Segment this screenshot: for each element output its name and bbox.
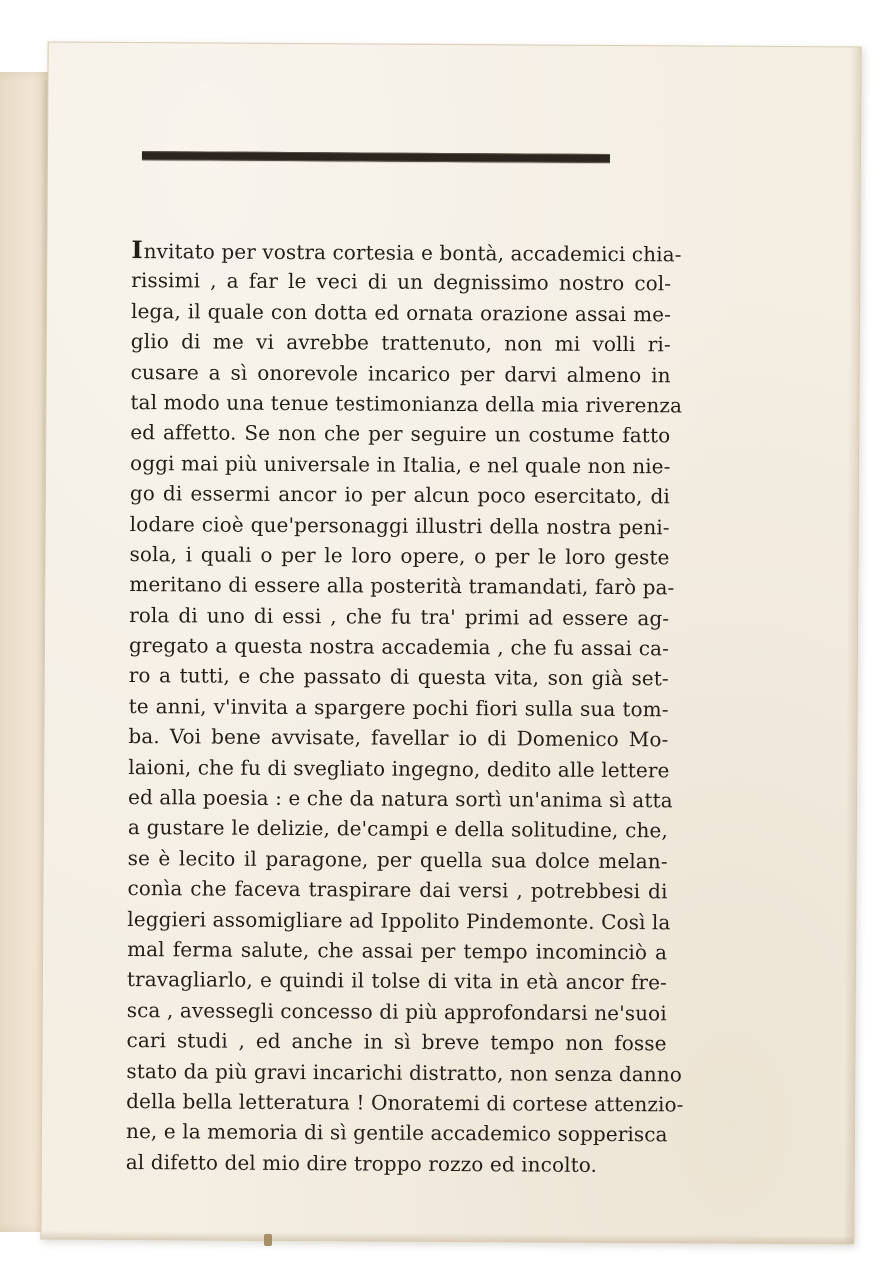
text-line-4: glio di me vi avrebbe trattenuto, non mi volli ri- [130,329,671,357]
text-line-28: stato da più gravi incarichi distratto, non senza danno [126,1058,682,1086]
text-line-10: lodare cioè que'personaggi illustri della nostra peni- [129,511,670,539]
text-line-20: a gustare le delizie, de'campi e della solitudine, che, [127,815,668,843]
text-line-12: meritano di essere alla posterità tramandati, farò pa- [129,572,675,600]
text-line-16: te anni, v'invita a spargere pochi fiori sulla sua tom- [128,693,669,722]
text-line-6: tal modo una tenue testimonianza della mia riverenza [130,389,683,418]
text-line-29: della bella letteratura ! Onoratemi di cortese attenzio- [126,1088,684,1117]
text-line-18: laioni, che fu di svegliato ingegno, dedito alle lettere [128,754,670,782]
book-page [40,42,861,1245]
text-line-1 [131,235,682,269]
text-line-22: conìa che faceva traspirare dai versi , potrebbesi di [127,876,668,904]
text-line-23: leggieri assomigliare ad Ippolito Pindemonte. Così la [127,906,671,934]
text-line-7: ed affetto. Se non che per seguire un costume fatto [130,420,671,448]
text-line-15: ro a tutti, e che passato di questa vita, son già set- [128,663,669,691]
text-line-27: cari studi , ed anche in sì breve tempo non fosse [126,1028,667,1056]
text-line-8: oggi mai più universale in Italia, e nel quale non nie- [130,450,671,479]
text-line-2: rissimi , a far le veci di un degnissimo nostro col- [131,268,672,296]
text-line-1-rest: nvitato per vostra cortesia e bontà, accademici chia- [143,239,682,267]
text-line-30: ne, e la memoria di sì gentile accademico sopperisca [125,1119,668,1147]
text-line-31: al difetto del mio dire troppo rozzo ed incolto. [125,1149,598,1177]
ornamental-rule [142,151,610,163]
text-line-17: ba. Voi bene avvisate, favellar io di Domenico Mo- [128,724,669,752]
text-line-13: rola di uno di essi , che fu tra' primi ad essere ag- [129,602,670,631]
text-line-3: lega, il quale con dotta ed ornata orazione assai me- [130,298,672,327]
text-line-19: ed alla poesia : e che da natura sortì un'anima sì atta [127,785,673,813]
page-right-edge-shadow [843,47,860,1243]
page-bottom-edge-shadow [41,1231,853,1244]
text-line-24: mal ferma salute, che assai per tempo incominciò a [127,937,668,965]
drop-cap: I [131,235,144,265]
text-line-25: travagliarlo, e quindi il tolse di vita in età ancor fre- [126,967,668,995]
text-line-9: go di essermi ancor io per alcun poco esercitato, di [129,481,670,509]
body-paragraph [125,235,684,1180]
text-line-21: se è lecito il paragone, per quella sua dolce melan- [127,845,668,874]
text-line-5: cusare a sì onorevole incarico per darvi almeno in [130,359,671,387]
text-line-14: gregato a questa nostra accademia , che fu assai ca- [128,633,670,661]
binding-thread [264,1234,272,1246]
text-line-26: sca , avessegli concesso di più approfondarsi ne'suoi [126,997,667,1026]
text-line-11: sola, i quali o per le loro opere, o per le loro geste [129,541,670,570]
